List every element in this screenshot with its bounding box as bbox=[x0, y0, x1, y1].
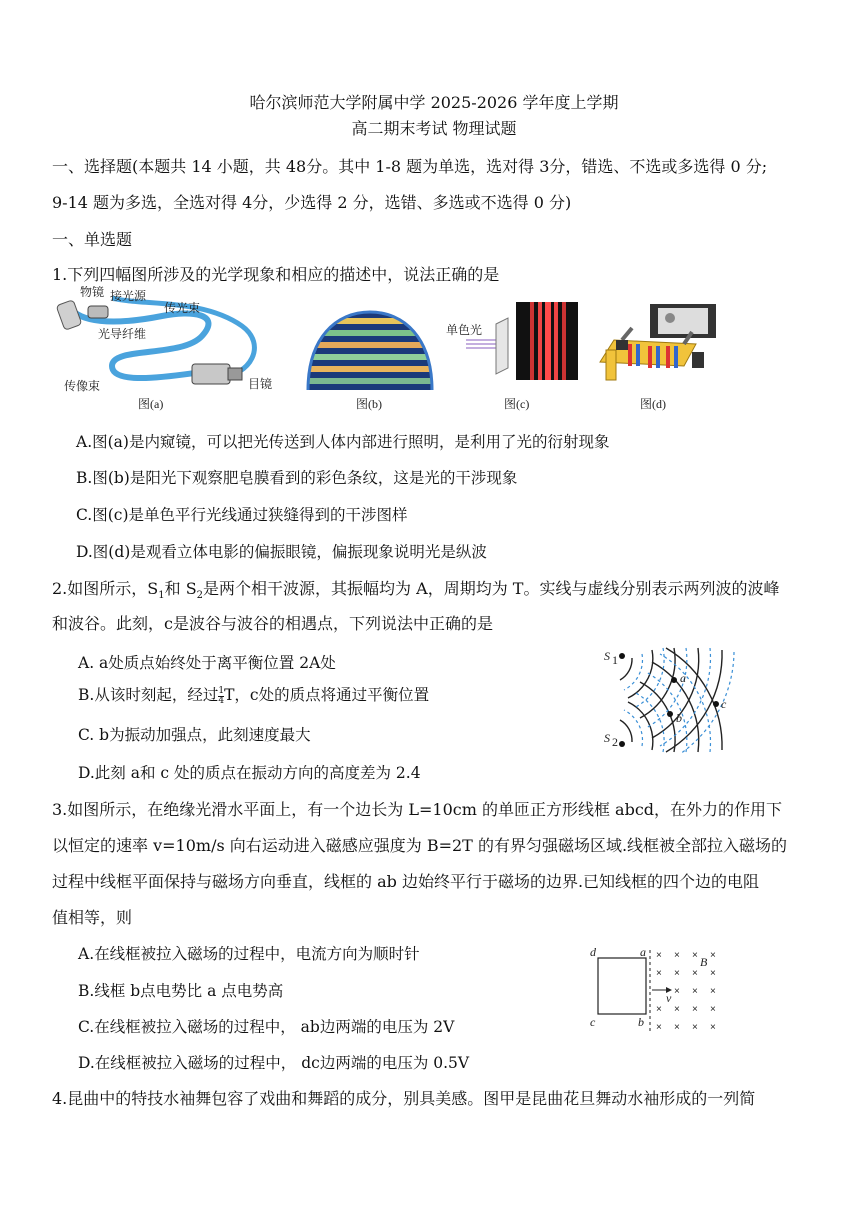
svg-text:×: × bbox=[656, 1022, 662, 1033]
fig-a-label-image-bundle: 传像束 bbox=[64, 379, 101, 393]
figure-q2-wave-interference bbox=[600, 646, 740, 754]
fig-q2-label-s2: S bbox=[604, 731, 610, 745]
svg-text:×: × bbox=[710, 950, 716, 961]
svg-text:×: × bbox=[692, 986, 698, 997]
svg-text:×: × bbox=[710, 1022, 716, 1033]
q1-option-d: D.图(d)是观看立体电影的偏振眼镜，偏振现象说明光是纵波 bbox=[76, 543, 487, 561]
svg-text:×: × bbox=[656, 968, 662, 979]
svg-text:×: × bbox=[710, 986, 716, 997]
fig-q2-label-s1: S bbox=[604, 649, 610, 663]
q1-option-a: A.图(a)是内窥镜，可以把光传送到人体内部进行照明，是利用了光的衍射现象 bbox=[76, 433, 610, 451]
svg-text:×: × bbox=[710, 968, 716, 979]
fig-q2-label-a: a bbox=[680, 671, 686, 685]
fig-c-caption: 图(c) bbox=[504, 397, 530, 411]
q2-option-c: C. b为振动加强点，此刻速度最大 bbox=[78, 726, 311, 744]
fig-d-caption: 图(d) bbox=[640, 397, 666, 411]
svg-text:×: × bbox=[692, 968, 698, 979]
fig-q2-label-c: c bbox=[721, 697, 727, 711]
school-title: 哈尔滨师范大学附属中学 2025-2026 学年度上学期 bbox=[249, 93, 619, 112]
svg-text:×: × bbox=[674, 950, 680, 961]
q3-option-d: D.在线框被拉入磁场的过程中， dc边两端的电压为 0.5V bbox=[78, 1054, 470, 1072]
q3-stem-line4: 值相等，则 bbox=[52, 908, 133, 927]
fig-q3-label-c: c bbox=[590, 1015, 596, 1029]
q3-option-c: C.在线框被拉入磁场的过程中， ab边两端的电压为 2V bbox=[78, 1018, 455, 1036]
q1-stem: 1.下列四幅图所涉及的光学现象和相应的描述中，说法正确的是 bbox=[52, 265, 500, 284]
q2-stem-line1: 2.如图所示，$S_1$和 $S_2$是两个相干波源，其振幅均为 A，周期均为 T。实线与虚线分别表示两列波的波峰 bbox=[52, 579, 780, 602]
fig-q3-label-d: d bbox=[590, 945, 596, 959]
section-heading-line1: 一、选择题(本题共 14 小题，共 48分。其中 1-8 题为单选，选对得 3分，错选、不选或多选得 0 分; bbox=[52, 157, 768, 176]
single-choice-heading: 一、单选题 bbox=[52, 230, 133, 249]
fig-a-label-light-bundle: 传光束 bbox=[164, 301, 201, 315]
svg-text:×: × bbox=[674, 968, 680, 979]
fig-q3-label-a: a bbox=[640, 945, 646, 959]
fig-a-label-objective: 物镜 bbox=[80, 286, 105, 299]
fig-b-caption: 图(b) bbox=[356, 397, 382, 411]
figure-d-polarized-glasses bbox=[592, 300, 722, 412]
svg-text:×: × bbox=[674, 986, 680, 997]
q1-option-b: B.图(b)是阳光下观察肥皂膜看到的彩色条纹，这是光的干涉现象 bbox=[76, 469, 518, 487]
svg-text:×: × bbox=[692, 1022, 698, 1033]
fig-q2-label-s1-sub: 1 bbox=[612, 653, 618, 667]
q1-option-c: C.图(c)是单色平行光线通过狭缝得到的干涉图样 bbox=[76, 506, 408, 524]
fig-q3-label-b: b bbox=[638, 1015, 644, 1029]
q2-option-a: A. a处质点始终处于离平衡位置 2A处 bbox=[78, 654, 336, 672]
q2-option-b: B.从该时刻起，经过 $\frac{1}{4}$ T，c处的质点将通过平衡位置 bbox=[78, 685, 430, 706]
fraction-one-quarter: $\frac{1}{4}$ bbox=[218, 685, 225, 706]
q3-option-a: A.在线框被拉入磁场的过程中，电流方向为顺时针 bbox=[78, 945, 420, 963]
fig-q2-label-b: b bbox=[676, 711, 682, 725]
fig-a-label-light-source: 接光源 bbox=[110, 289, 147, 303]
q3-stem-line1: 3.如图所示，在绝缘光滑水平面上，有一个边长为 L=10cm 的单匝正方形线框 abcd，在外力的作用下 bbox=[52, 800, 783, 819]
q2-stem-line2: 和波谷。此刻，c是波谷与波谷的相遇点，下列说法中正确的是 bbox=[52, 614, 493, 633]
section-heading-line2: 9-14 题为多选，全选对得 4分，少选得 2 分，选错、多选或不选得 0 分) bbox=[52, 193, 572, 212]
svg-text:×: × bbox=[674, 1004, 680, 1015]
svg-text:×: × bbox=[692, 950, 698, 961]
exam-title: 高二期末考试 物理试题 bbox=[351, 119, 517, 138]
svg-text:×: × bbox=[674, 1022, 680, 1033]
q3-option-b: B.线框 b点电势比 a 点电势高 bbox=[78, 982, 284, 1000]
fig-a-label-eyepiece: 目镜 bbox=[248, 377, 273, 391]
q3-stem-line3: 过程中线框平面保持与磁场方向垂直，线框的 ab 边始终平行于磁场的边界.已知线框的四个边的电阻 bbox=[52, 872, 760, 891]
q3-stem-line2: 以恒定的速率 v=10m/s 向右运动进入磁感应强度为 B=2T 的有界匀强磁场区域.线框被全部拉入磁场的 bbox=[52, 836, 788, 855]
fig-a-caption: 图(a) bbox=[138, 397, 164, 411]
figure-a-endoscope bbox=[52, 286, 292, 411]
fig-c-label-monochromatic: 单色光 bbox=[446, 323, 483, 337]
svg-text:×: × bbox=[656, 950, 662, 961]
svg-text:×: × bbox=[710, 1004, 716, 1015]
svg-text:×: × bbox=[692, 1004, 698, 1015]
figure-q3-coil-magnetic-field bbox=[586, 944, 746, 1040]
q4-stem: 4.昆曲中的特技水袖舞包容了戏曲和舞蹈的成分，别具美感。图甲是昆曲花旦舞动水袖形成的一列简 bbox=[52, 1089, 756, 1108]
q2-option-d: D.此刻 a和 c 处的质点在振动方向的高度差为 2.4 bbox=[78, 764, 421, 782]
figure-c-slit-pattern bbox=[446, 300, 582, 412]
svg-text:×: × bbox=[656, 1004, 662, 1015]
figure-b-soap-film bbox=[306, 308, 434, 412]
fig-q3-label-B: B bbox=[700, 955, 708, 969]
fig-q2-label-s2-sub: 2 bbox=[612, 735, 618, 749]
fig-q3-label-v: v bbox=[666, 991, 672, 1005]
fig-a-label-fiber: 光导纤维 bbox=[98, 327, 147, 341]
